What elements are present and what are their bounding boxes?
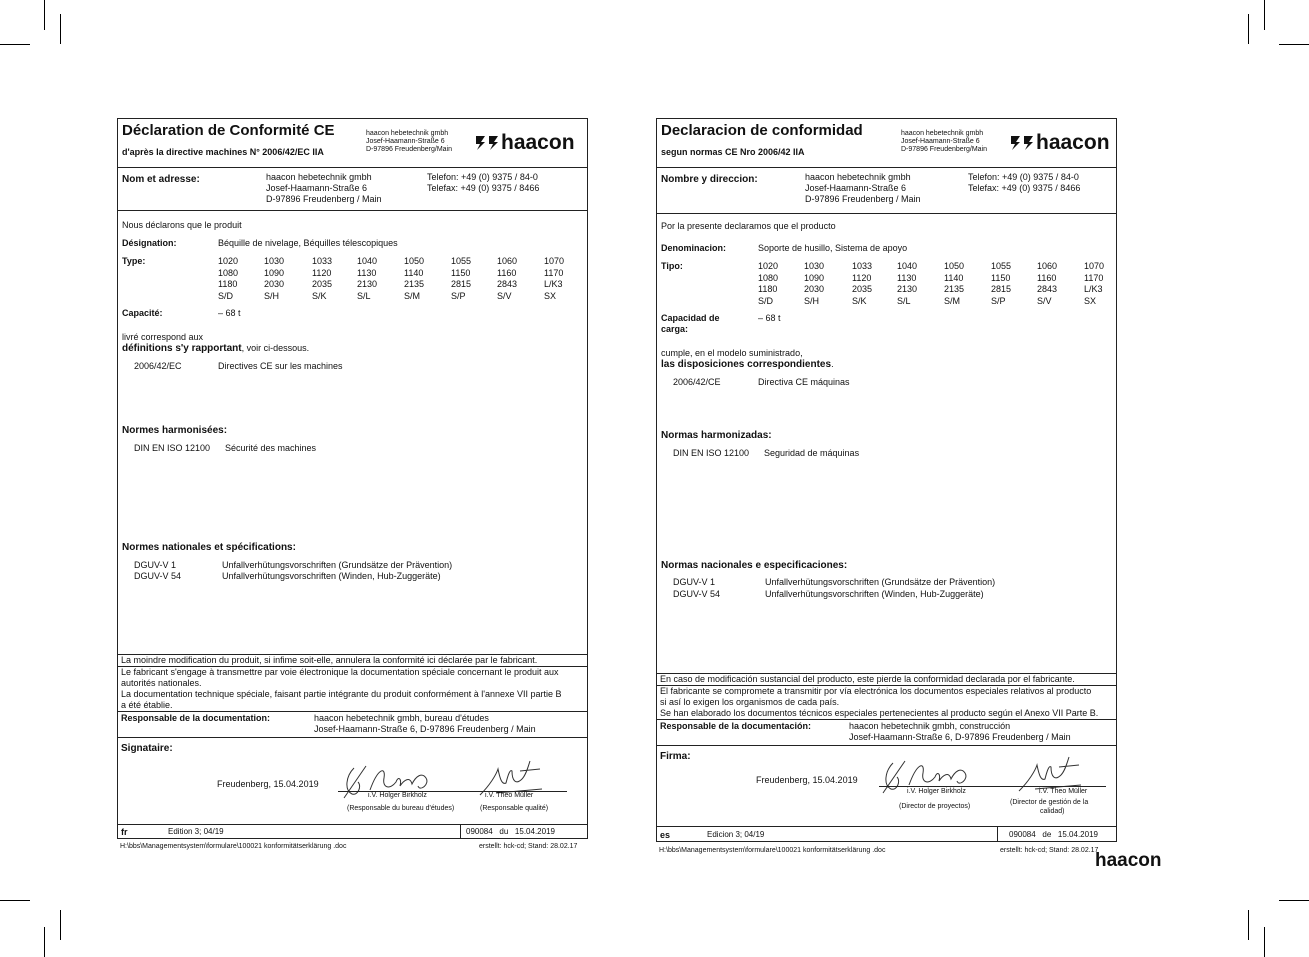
type-code: 1170 [544,267,564,278]
company-street: Josef-Haamann-Straße 6 [805,183,907,193]
type-code: 1033 [852,261,873,271]
designation-label: Denominacion: [661,243,727,253]
signer-2-role: calidad) [1040,808,1065,815]
footer-logo: haacon [1095,850,1162,871]
national-label: Normes nationales et spécifications: [122,542,296,553]
intro-text: Por la presente declaramos que el producto [661,221,836,231]
commitment-text: a été établie. [121,700,173,710]
type-code: SX [544,290,557,301]
company-phone: Telefon: +49 (0) 9375 / 84-0 [427,172,538,182]
conform-defs: las disposiciones correspondientes. [661,359,834,370]
language-code: es [660,830,671,840]
type-code: 2843 [497,279,518,289]
capacity-label: Capacidad de [661,313,720,323]
company-fax: Telefax: +49 (0) 9375 / 8466 [968,183,1081,193]
commitment-text: El fabricante se compromete a transmitir por vía electrónica los documentos especiales relativos al producto [660,686,1092,696]
type-label: Tipo: [661,261,683,271]
responsible-address: Josef-Haamann-Straße 6, D-97896 Freudenberg / Main [314,724,536,734]
type-code: 1040 [357,256,378,266]
type-code: 1180 [758,284,778,294]
type-code: S/H [804,295,820,306]
designation-label: Désignation: [122,238,177,248]
harmonised-code: DIN EN ISO 12100 [673,448,750,458]
type-code: S/D [758,295,774,306]
responsible-label: Responsable de la documentación: [660,721,812,731]
type-code: 1055 [991,261,1012,271]
national-code-2: DGUV-V 54 [134,571,182,581]
type-code: 1070 [544,256,565,266]
type-code: 2135 [944,284,965,294]
type-code: 1030 [804,261,825,271]
type-code: 1180 [218,279,238,289]
national-name-1: Unfallverhütungsvorschriften (Grundsätze der Prävention) [222,560,453,570]
harmonised-name: Sécurité des machines [225,443,317,453]
harmonised-code: DIN EN ISO 12100 [134,443,211,453]
type-label: Type: [122,256,146,266]
type-code: 1060 [497,256,518,266]
signer-2: i.V. Theo Müller [485,792,534,799]
crop-mark [1248,14,1249,44]
crop-mark [44,0,45,30]
edition: Edition 3; 04/19 [168,827,224,836]
conform-defs: définitions s'y rapportant, voir ci-dessous. [122,343,310,354]
type-code: S/L [357,290,371,301]
type-code: 1130 [357,267,377,278]
doc-subtitle: segun normas CE Nro 2006/42 IIA [661,147,805,157]
signer-1: i.V. Holger Birkholz [368,792,427,799]
crop-mark [60,910,61,940]
company-name: haacon hebetechnik gmbh [805,172,911,182]
type-code: 2815 [451,279,472,289]
declaration-fr [117,118,588,839]
responsible-address: Josef-Haamann-Straße 6, D-97896 Freudenberg / Main [849,732,1071,742]
company-city: D-97896 Freudenberg / Main [266,194,382,204]
type-code: S/K [852,295,867,306]
type-code: 1080 [218,267,239,278]
responsible-label: Responsable de la documentation: [121,713,271,723]
responsible-value: haacon hebetechnik gmbh, construcción [849,721,1011,731]
name-label: Nom et adresse: [122,174,200,185]
type-code: 1050 [944,261,965,271]
designation-value: Soporte de husillo, Sistema de apoyo [758,243,908,253]
commitment-text: si así lo exigen los organismos de cada país. [660,697,840,707]
commitment-text: Se han elaborado los documentos técnicos especiales pertenecientes al producto según el Anexo VII Parte B. [660,708,1099,718]
doc-subtitle: d'après la directive machines N° 2006/42/EC IIA [122,147,324,157]
type-code: 2030 [264,279,285,289]
address-block: haacon hebetechnik gmbh Josef-Haamann-Straße 6 D-97896 Freudenberg/Main [901,130,987,153]
type-code: S/D [218,290,234,301]
doc-title: Déclaration de Conformité CE [122,122,335,139]
modification-notice: La moindre modification du produit, si infime soit-elle, annulera la conformité ici déclarée par le fabricant. [121,655,538,665]
type-code: 1140 [944,272,964,283]
type-code: 2130 [357,279,378,289]
type-code: S/M [404,290,421,301]
type-code: 1120 [852,272,872,283]
document-number: 090084 de 15.04.2019 [1009,830,1098,839]
haacon-logo-icon [475,134,499,152]
place-date: Freudenberg, 15.04.2019 [217,779,319,789]
type-code: 1150 [991,272,1011,283]
signer-1: i.V. Holger Birkholz [907,788,966,795]
type-code: 2843 [1037,284,1058,294]
signer-1-role: (Director de proyectos) [899,803,971,810]
directive-name: Directiva CE máquinas [758,377,850,387]
signer-2: i.V. Theo Müller [1039,788,1088,795]
created-note: erstellt: hck-cd; Stand: 28.02.17 [1000,847,1099,854]
type-code: S/M [944,295,961,306]
type-code: 2030 [804,284,825,294]
crop-mark [1248,910,1249,940]
file-path: H:\bbs\Managementsystem\formulare\100021 konformitätserklärung .doc [659,847,886,854]
crop-mark [60,14,61,44]
directive-code: 2006/42/CE [673,377,721,387]
company-fax: Telefax: +49 (0) 9375 / 8466 [427,183,540,193]
harmonised-name: Seguridad de máquinas [764,448,860,458]
type-code: 2035 [852,284,873,294]
type-code: 1140 [404,267,424,278]
type-code: 1070 [1084,261,1105,271]
type-code: S/L [897,295,911,306]
designation-value: Béquille de nivelage, Béquilles télescopiques [218,238,398,248]
type-code: 1160 [497,267,517,278]
type-code: 1080 [758,272,779,283]
commitment-text: La documentation technique spéciale, faisant partie intégrante du produit conformément à l'annexe VII partie B [121,689,562,699]
capacity-value: – 68 t [218,308,241,318]
crop-mark [0,44,30,45]
type-code: S/P [991,295,1006,306]
address-block: haacon hebetechnik gmbh Josef-Haamann-Straße 6 D-97896 Freudenberg/Main [366,130,452,153]
modification-notice: En caso de modificación sustancial del producto, este pierde la conformidad declarada por el fabricante. [660,674,1075,684]
harmonised-label: Normas harmonizadas: [661,430,772,441]
responsible-value: haacon hebetechnik gmbh, bureau d'études [314,713,489,723]
type-code: L/K3 [1084,284,1103,294]
signer-2-role: (Responsable qualité) [480,805,549,812]
haacon-logo: haacon [475,132,575,154]
national-name-2: Unfallverhütungsvorschriften (Winden, Hub-Zuggeräte) [222,571,441,581]
created-note: erstellt: hck-cd; Stand: 28.02.17 [479,843,578,850]
type-code: L/K3 [544,279,563,289]
company-name: haacon hebetechnik gmbh [266,172,372,182]
crop-mark [44,927,45,957]
type-code: S/V [1037,295,1052,306]
type-code: 1050 [404,256,425,266]
directive-code: 2006/42/EC [134,361,182,371]
type-code: 1150 [451,267,471,278]
capacity-value: – 68 t [758,313,781,323]
crop-mark [0,900,30,901]
type-code: 1160 [1037,272,1057,283]
name-label: Nombre y direccion: [661,174,758,185]
crop-mark [1264,927,1265,957]
language-code: fr [121,827,128,837]
company-street: Josef-Haamann-Straße 6 [266,183,368,193]
company-city: D-97896 Freudenberg / Main [805,194,921,204]
haacon-logo: haacon [1010,132,1110,154]
national-label: Normas nacionales e especificaciones: [661,560,848,571]
signer-2-role: (Director de gestión de la [1010,799,1089,806]
conform-text: livré correspond aux [122,332,204,342]
type-code: 2130 [897,284,918,294]
type-code: 1120 [312,267,332,278]
company-phone: Telefon: +49 (0) 9375 / 84-0 [968,172,1079,182]
type-code: S/P [451,290,466,301]
national-code-2: DGUV-V 54 [673,589,721,599]
signatory-label: Firma: [660,751,691,762]
type-code: 1090 [804,272,825,283]
intro-text: Nous déclarons que le produit [122,220,242,230]
type-code: 1130 [897,272,917,283]
file-path: H:\bbs\Managementsystem\formulare\100021 konformitätserklärung .doc [120,843,347,850]
haacon-logo-icon [1010,134,1034,152]
signatory-label: Signataire: [121,743,173,754]
national-name-1: Unfallverhütungsvorschriften (Grundsätze der Prävention) [765,577,996,587]
place-date: Freudenberg, 15.04.2019 [756,775,858,785]
type-code: 1040 [897,261,918,271]
type-code: S/K [312,290,327,301]
crop-mark [1264,0,1265,30]
capacity-label-2: carga: [661,324,689,334]
declaration-es [656,118,1117,842]
type-code: SX [1084,295,1097,306]
conform-text: cumple, en el modelo suministrado, [661,348,803,358]
type-code: 1020 [218,256,239,266]
directive-name: Directives CE sur les machines [218,361,343,371]
type-code: S/V [497,290,512,301]
edition: Edicion 3; 04/19 [707,830,765,839]
type-code: 1030 [264,256,285,266]
national-name-2: Unfallverhütungsvorschriften (Winden, Hub-Zuggeräte) [765,589,984,599]
type-code: 1033 [312,256,333,266]
crop-mark [1279,900,1309,901]
type-code: S/H [264,290,280,301]
crop-mark [1279,44,1309,45]
document-number: 090084 du 15.04.2019 [466,827,555,836]
commitment-text: autorités nationales. [121,678,202,688]
national-code-1: DGUV-V 1 [673,577,716,587]
type-code: 2035 [312,279,333,289]
type-code: 2815 [991,284,1012,294]
type-code: 1060 [1037,261,1058,271]
harmonised-label: Normes harmonisées: [122,425,228,436]
type-code: 1170 [1084,272,1104,283]
type-code: 1020 [758,261,779,271]
type-code: 1055 [451,256,472,266]
signer-1-role: (Responsable du bureau d'études) [347,805,455,812]
doc-title: Declaracion de conformidad [661,122,863,139]
type-code: 2135 [404,279,425,289]
national-code-1: DGUV-V 1 [134,560,177,570]
commitment-text: Le fabricant s'engage à transmettre par voie électronique la documentation spéciale concernant le produit aux [121,667,559,677]
type-code: 1090 [264,267,285,278]
capacity-label: Capacité: [122,308,163,318]
